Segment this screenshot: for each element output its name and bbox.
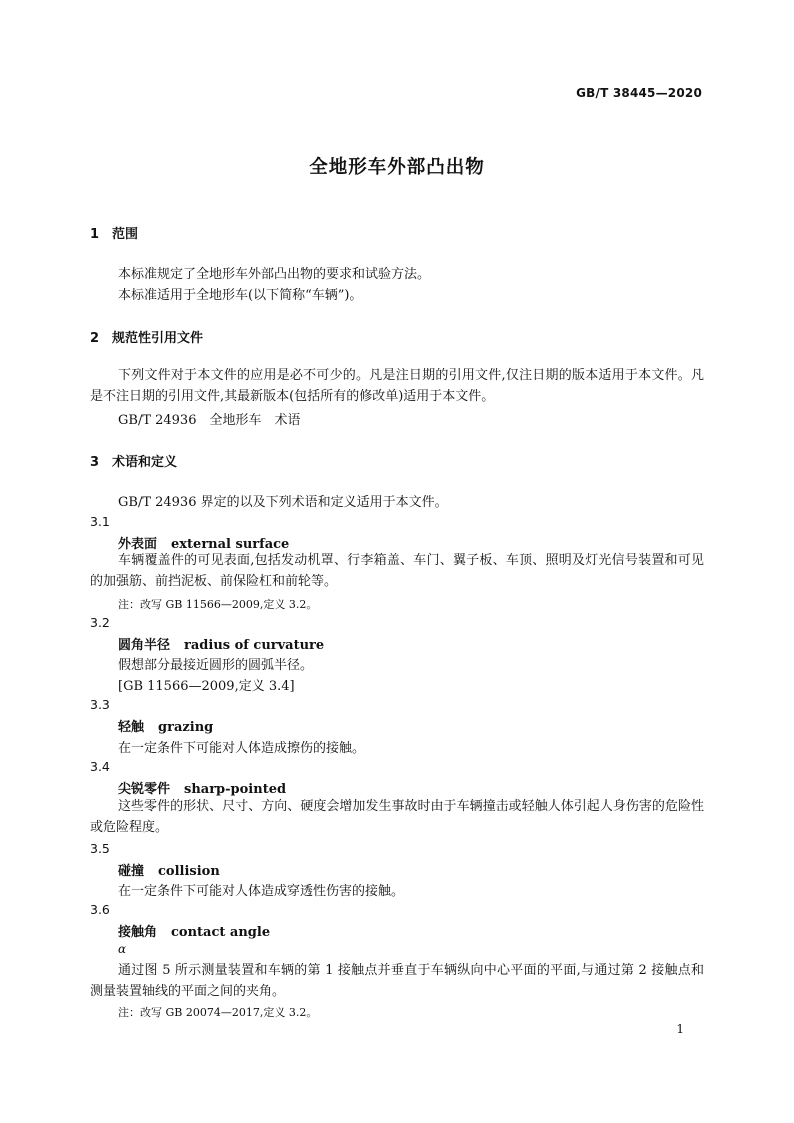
term-definition: 通过图 5 所示测量装置和车辆的第 1 接触点并垂直于车辆纵向中心平面的平面,与通过第 2 接触点和测量装置轴线的平面之间的夹角。 xyxy=(90,963,704,999)
term-source: [GB 11566—2009,定义 3.4] xyxy=(118,679,295,694)
term-number: 3.6 xyxy=(90,902,110,917)
page-number: 1 xyxy=(676,1022,684,1036)
term-zh: 尖锐零件 xyxy=(118,782,171,797)
term-zh: 轻触 xyxy=(118,720,145,735)
term-definition: 在一定条件下可能对人体造成擦伤的接触。 xyxy=(118,741,366,756)
term-heading xyxy=(118,860,220,879)
section-3-intro: GB/T 24936 界定的以及下列术语和定义适用于本文件。 xyxy=(118,495,448,510)
term-heading xyxy=(118,921,270,940)
term-definition: 在一定条件下可能对人体造成穿透性伤害的接触。 xyxy=(118,884,405,899)
term-heading xyxy=(118,778,286,797)
standard-number: GB/T 38445—2020 xyxy=(576,86,702,100)
section-number: 3 xyxy=(90,455,100,470)
term-heading xyxy=(118,533,289,552)
section-title: 术语和定义 xyxy=(112,455,178,470)
section-1-heading xyxy=(90,223,138,242)
term-zh: 碰撞 xyxy=(118,864,145,879)
term-definition: 车辆覆盖件的可见表面,包括发动机罩、行李箱盖、车门、翼子板、车顶、照明及灯光信号装置和可见的加强筋、前挡泥板、前保险杠和前轮等。 xyxy=(90,553,704,589)
term-symbol: α xyxy=(118,942,127,956)
term-en: sharp-pointed xyxy=(184,782,287,797)
term-heading xyxy=(118,716,213,735)
section-number: 2 xyxy=(90,331,100,346)
term-en: grazing xyxy=(158,720,214,735)
term-definition: 这些零件的形状、尺寸、方向、硬度会增加发生事故时由于车辆撞击或轻触人体引起人身伤害的危险性或危险程度。 xyxy=(90,799,704,835)
term-en: external surface xyxy=(171,537,290,552)
term-zh: 外表面 xyxy=(118,537,158,552)
section-title: 规范性引用文件 xyxy=(112,331,204,346)
term-note: 注：改写 GB 20074—2017,定义 3.2。 xyxy=(118,1006,318,1019)
page-title: 全地形车外部凸出物 xyxy=(309,157,485,178)
term-zh: 圆角半径 xyxy=(118,638,171,653)
term-number: 3.5 xyxy=(90,841,110,856)
term-number: 3.3 xyxy=(90,697,110,712)
section-3-heading xyxy=(90,451,177,470)
section-2-para: 下列文件对于本文件的应用是必不可少的。凡是注日期的引用文件,仅注日期的版本适用于本文件。凡是不注日期的引用文件,其最新版本(包括所有的修改单)适用于本文件。 xyxy=(90,368,704,404)
term-number: 3.4 xyxy=(90,759,110,774)
term-definition: 假想部分最接近圆形的圆弧半径。 xyxy=(118,658,314,673)
section-title: 范围 xyxy=(112,227,139,242)
section-1-para-1: 本标准规定了全地形车外部凸出物的要求和试验方法。 xyxy=(118,267,431,282)
section-1-para-2: 本标准适用于全地形车(以下简称“车辆”)。 xyxy=(118,288,363,303)
term-number: 3.1 xyxy=(90,514,110,529)
term-number: 3.2 xyxy=(90,615,110,630)
term-zh: 接触角 xyxy=(118,925,158,940)
normative-reference: GB/T 24936 全地形车 术语 xyxy=(118,413,301,428)
term-en: radius of curvature xyxy=(184,638,325,653)
term-heading xyxy=(118,634,324,653)
term-en: collision xyxy=(158,864,220,879)
term-note: 注：改写 GB 11566—2009,定义 3.2。 xyxy=(118,598,318,611)
term-en: contact angle xyxy=(171,925,271,940)
section-number: 1 xyxy=(90,227,100,242)
section-2-heading xyxy=(90,327,203,346)
